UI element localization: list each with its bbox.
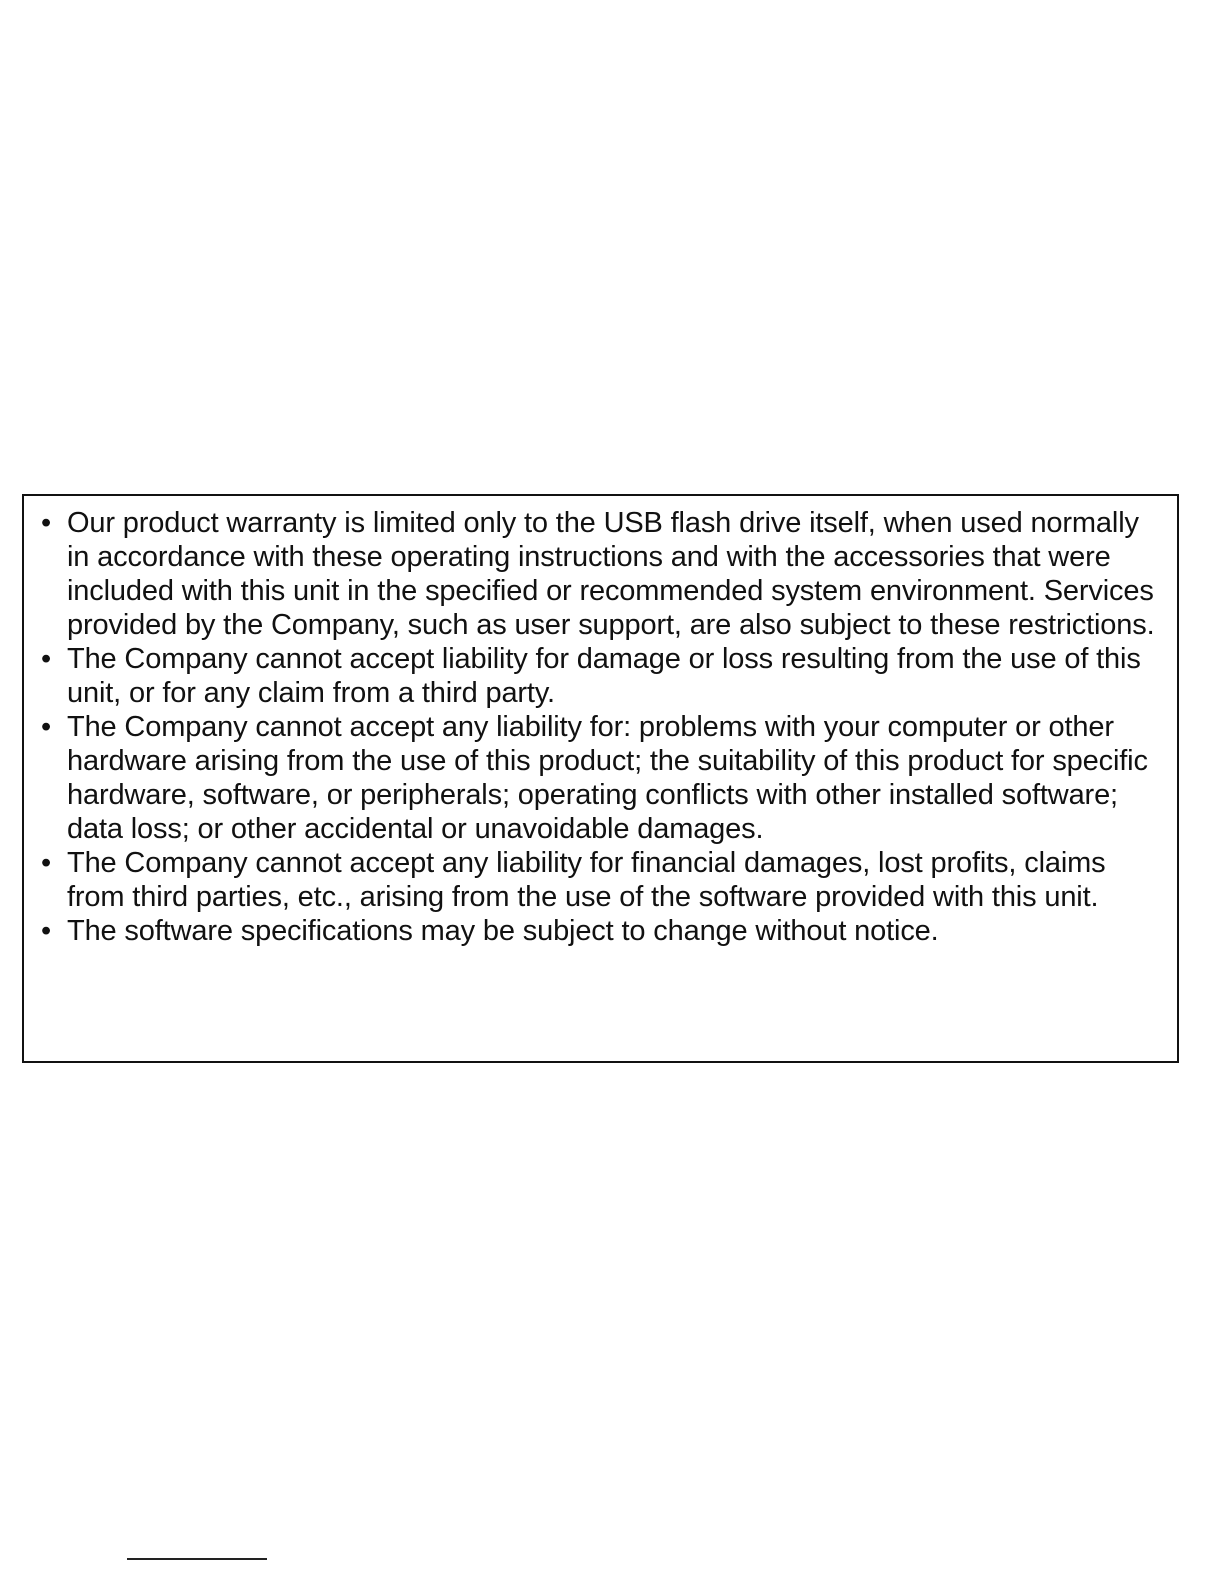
disclaimer-item-warranty xyxy=(24,506,1165,642)
bullet-icon: • xyxy=(40,847,51,879)
disclaimer-text: The Company cannot accept liability for damage or loss resulting from the use of this unit, or for any claim from a third party. xyxy=(67,643,1141,709)
disclaimer-text: Our product warranty is limited only to the USB flash drive itself, when used normally in accordance with these operating instructions and with the accessories that were included with this unit in the specified or recommended system environment. Services provided by the Company, such as user support, are also subject to these restrictions. xyxy=(67,507,1155,641)
bullet-icon: • xyxy=(40,915,51,947)
bullet-icon: • xyxy=(40,643,51,675)
disclaimer-item-specifications xyxy=(24,914,1165,948)
disclaimer-text: The software specifications may be subject to change without notice. xyxy=(67,915,939,947)
disclaimer-item-hardware xyxy=(24,710,1165,846)
disclaimer-box xyxy=(22,494,1179,1063)
disclaimer-text: The Company cannot accept any liability for: problems with your computer or other hardware arising from the use of this product; the suitability of this product for specific hardware, software, or peripherals; operating conflicts with other installed software; data loss; or other accidental or unavoidable damages. xyxy=(67,711,1148,845)
bullet-icon: • xyxy=(40,507,51,539)
disclaimer-item-financial xyxy=(24,846,1165,914)
disclaimer-item-liability xyxy=(24,642,1165,710)
bullet-icon: • xyxy=(40,711,51,743)
disclaimer-list xyxy=(24,506,1165,948)
footnote-divider xyxy=(127,1558,267,1560)
disclaimer-text: The Company cannot accept any liability for financial damages, lost profits, claims from third parties, etc., arising from the use of the software provided with this unit. xyxy=(67,847,1106,913)
